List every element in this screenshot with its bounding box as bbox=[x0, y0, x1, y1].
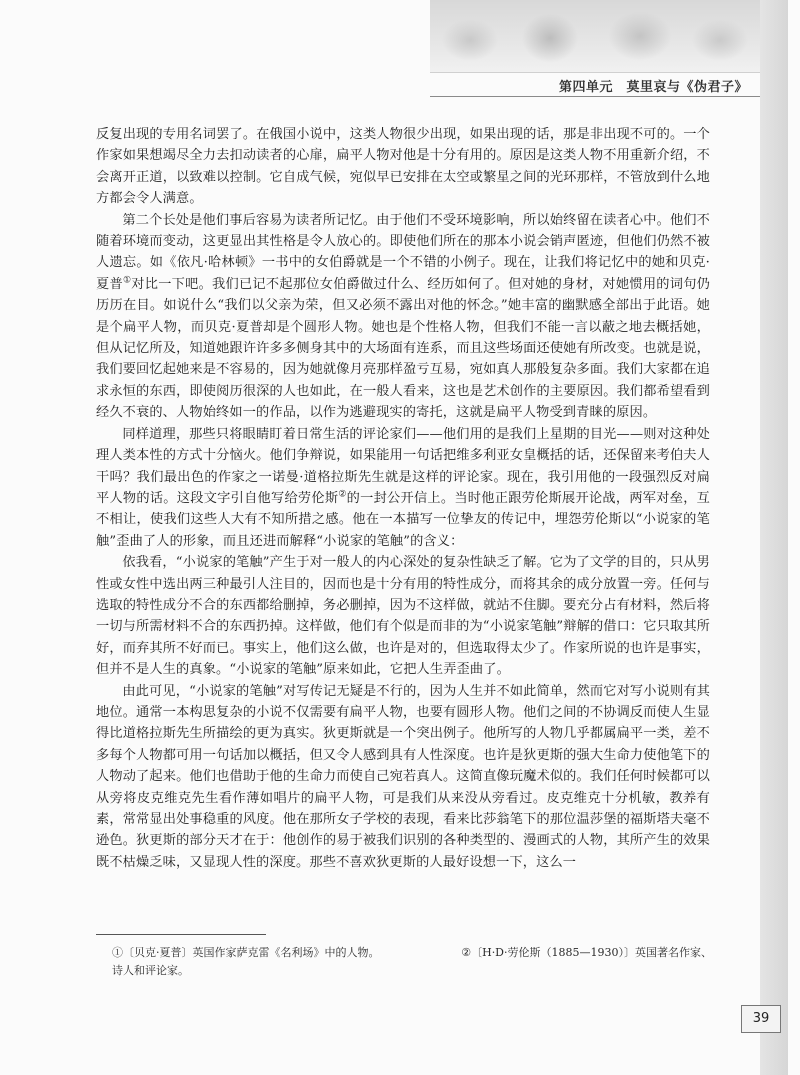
paragraph-3-text-a: 同样道理，那些只将眼睛盯着日常生活的评论家们——他们用的是我们上星期的目光——则对这种处理人类本性的方式十分恼火。他们争辩说，如果能用一句话把维多利亚女皇概括的话，还保留来考伯夫人干吗？我们最出色的作家之一诺曼·道格拉斯先生就是这样的评论家。现在，我引用他的一段强烈反对扁平人物的话。这段文字引自他写给劳伦斯 bbox=[96, 426, 710, 506]
footnote-marker-1[interactable]: ① bbox=[122, 275, 132, 286]
body-text bbox=[96, 124, 710, 873]
paragraph-5 bbox=[96, 681, 710, 874]
paragraph-2 bbox=[96, 210, 710, 424]
paragraph-2-text-b: 对比一下吧。我们已记不起那位女伯爵做过什么、经历如何了。但对她的身材，对她惯用的词句仍历历在目。如说什么“我们以父亲为荣，但又必须不露出对他的怀念。”她丰富的幽默感全部出于此语。她是个扁平人物，而贝克·夏普却是个圆形人物。她也是个性格人物，但我们不能一言以蔽之地去概括她，但从记忆所及，知道她跟许许多多侧身其中的大场面有连系，而且这些场面还使她有所改变。也就是说，我们要回忆起她来是不容易的，因为她就像月亮那样盈亏互易，宛如真人那般复杂多面。我们大家都在追求永恒的东西，即使阅历很深的人也如此，在一般人看来，这也是艺术创作的主要原因。我们都希望看到经久不衰的、人物始终如一的作品，以作为逃避现实的寄托，这就是扁平人物受到青睐的原因。 bbox=[96, 276, 710, 421]
footnotes bbox=[112, 944, 712, 980]
footnote-1: ①〔贝克·夏普〕英国作家萨克雷《名利场》中的人物。 bbox=[112, 946, 380, 959]
paragraph-4-text: 依我看，“小说家的笔触”产生于对一般人的内心深处的复杂性缺乏了解。它为了文学的目的，只从男性或女性中选出两三种最引人注目的，因而也是十分有用的特性成分，而将其余的成分放置一旁。任何与选取的特性成分不合的东西都给删掉，务必删掉，因为不这样做，就站不住脚。要充分占有材料，然后将一切与所需材料不合的东西扔掉。这样做，他们有个似是而非的为“小说家笔触”辩解的借口：它只取其所好，而弃其所不好而已。事实上，他们这么做，也许是对的，但选取得太少了。作家所说的也许是事实，但并不是人生的真象。“小说家的笔触”原来如此，它把人生弄歪曲了。 bbox=[96, 555, 710, 678]
header-divider bbox=[430, 96, 760, 97]
footnote-2: ②〔H·D·劳伦斯（1885—1930）〕英国著名作家、 bbox=[461, 946, 712, 959]
page-number: 39 bbox=[741, 1005, 781, 1033]
header-photo bbox=[430, 0, 760, 73]
paragraph-4 bbox=[96, 552, 710, 680]
paragraph-3-text-b: 的一封公开信上。当时他正跟劳伦斯展开论战，两军对垒，互不相让，使我们这些人大有不知所措之感。他在一本描写一位挚友的传记中，埋怨劳伦斯以“小说家的笔触”歪曲了人的形象，而且还进而解释“小说家的笔触”的含义： bbox=[96, 490, 710, 549]
footnote-row bbox=[112, 944, 712, 962]
footnote-marker-2[interactable]: ② bbox=[338, 489, 347, 500]
footnote-2-continued: 诗人和评论家。 bbox=[112, 964, 189, 977]
paragraph-3 bbox=[96, 424, 710, 552]
unit-title: 第四单元 莫里哀与《伪君子》 bbox=[558, 80, 748, 95]
footnote-divider bbox=[96, 934, 266, 935]
page-edge-bar bbox=[760, 0, 788, 1075]
paragraph-5-text: 由此可见，“小说家的笔触”对写传记无疑是不行的，因为人生并不如此简单，然而它对写小说则有其地位。通常一本构思复杂的小说不仅需要有扁平人物，也要有圆形人物。他们之间的不协调反而使人生显得比道格拉斯先生所描绘的更为真实。狄更斯就是一个突出例子。他所写的人物几乎都属扁平一类，差不多每个人物都可用一句话加以概括，但又令人感到具有人性深度。也许是狄更斯的强大生命力使他笔下的人物动了起来。他们也借助于他的生命力而使自己宛若真人。这简直像玩魔术似的。我们任何时候都可以从旁将皮克维克先生看作薄如唱片的扁平人物，可是我们从来没从旁看过。皮克维克十分机敏，教养有素，常常显出处事稳重的风度。他在那所女子学校的表现，看来比莎翁笔下的那位温莎堡的福斯塔夫毫不逊色。狄更斯的部分天才在于：他创作的易于被我们识别的各种类型的、漫画式的人物，其所产生的效果既不枯燥乏味，又显现人性的深度。那些不喜欢狄更斯的人最好设想一下，这么一 bbox=[96, 683, 710, 870]
paragraph-1 bbox=[96, 124, 710, 210]
paragraph-2-text-a: 第二个长处是他们事后容易为读者所记忆。由于他们不受环境影响，所以始终留在读者心中。他们不随着环境而变动，这更显出其性格是令人放心的。即使他们所在的那本小说会销声匿迹，但他们仍然不被人遗忘。如《依凡·哈林顿》一书中的女伯爵就是一个不错的小例子。现在，让我们将记忆中的她和贝克·夏普 bbox=[96, 212, 710, 292]
paragraph-1-text: 反复出现的专用名词罢了。在俄国小说中，这类人物很少出现，如果出现的话，那是非出现不可的。一个作家如果想竭尽全力去扣动读者的心扉，扁平人物对他是十分有用的。原因是这类人物不用重新介绍，不会离开正道，以致难以控制。它自成气候，宛似早已安排在太空或繁星之间的光环那样，不管放到什么地方都会令人满意。 bbox=[96, 127, 710, 207]
